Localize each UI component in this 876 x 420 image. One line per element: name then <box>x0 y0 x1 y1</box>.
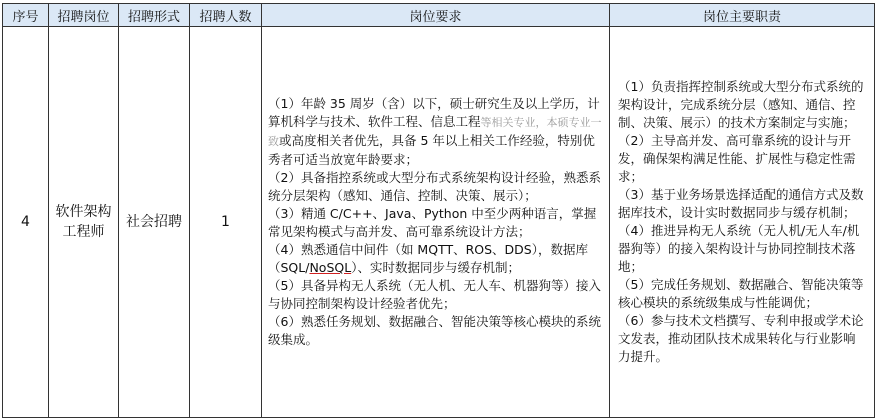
requirement-item: （4）熟悉通信中间件（如 MQTT、ROS、DDS），数据库（SQL/NoSQL）、实时数据同步与缓存机制； <box>268 242 588 275</box>
position-line-1: 软件架构 <box>55 204 112 220</box>
requirement-item: （3）精通 C/C++、Java、Python 中至少两种语言，掌握常见架构模式与高并发、高可靠系统设计方法； <box>268 206 597 239</box>
cell-requirements <box>262 27 610 418</box>
cell-headcount: 1 <box>190 27 262 418</box>
header-position: 招聘岗位 <box>49 4 119 27</box>
duty-item: （5）完成任务规划、数据融合、智能决策等核心模块的系统级集成与性能调优； <box>618 277 864 310</box>
duty-item: （3）基于业务场景选择适配的通信方式及数据库技术，设计实时数据同步与缓存机制； <box>618 187 864 220</box>
cell-position <box>49 27 119 418</box>
job-posting-table <box>2 3 875 418</box>
cell-recruit-form: 社会招聘 <box>119 27 190 418</box>
header-recruit-form: 招聘形式 <box>119 4 190 27</box>
cell-duties <box>610 27 875 418</box>
duty-item: （4）推进异构无人系统（无人机/无人车/机器狗等）的接入架构设计与协同控制技术落地； <box>618 223 860 274</box>
header-row <box>3 4 875 27</box>
requirement-item: （5）具备异构无人系统（无人机、无人车、机器狗等）接入与协同控制架构设计经验者优先； <box>268 278 601 311</box>
header-index: 序号 <box>3 4 49 27</box>
duty-item: （6）参与技术文档撰写、专利申报或学术论文发表，推动团队技术成果转化与行业影响力提升。 <box>618 313 864 364</box>
duty-item: （1）负责指挥控制系统或大型分布式系统的架构设计，完成系统分层（感知、通信、控制、决策、展示）的技术方案制定与实施； <box>618 79 864 130</box>
table-row <box>3 27 875 418</box>
faded-text: 等相关专业，本硕专业一致 <box>268 116 602 148</box>
requirement-item: （2）具备指控系统或大型分布式系统架构设计经验，熟悉系统分层架构（感知、通信、控制、决策、展示）； <box>268 170 601 203</box>
underlined-term: NoSQL <box>309 260 352 275</box>
header-requirements: 岗位要求 <box>262 4 610 27</box>
duty-item: （2）主导高并发、高可靠系统的设计与开发，确保架构满足性能、扩展性与稳定性需求； <box>618 133 856 184</box>
header-headcount: 招聘人数 <box>190 4 262 27</box>
requirement-item: （6）熟悉任务规划、数据融合、智能决策等核心模块的系统级集成。 <box>268 314 601 347</box>
position-line-2: 工程师 <box>62 224 105 240</box>
header-duties: 岗位主要职责 <box>610 4 875 27</box>
requirement-item: （1）年龄 35 周岁（含）以下，硕士研究生及以上学历，计算机科学与技术、软件工程、信息工程等相关专业，本硕专业一致或高度相关者优先，具备 5 年以上相关工作经验，特别优秀者可适当放宽年龄要求； <box>268 96 602 167</box>
cell-index: 4 <box>3 27 49 418</box>
